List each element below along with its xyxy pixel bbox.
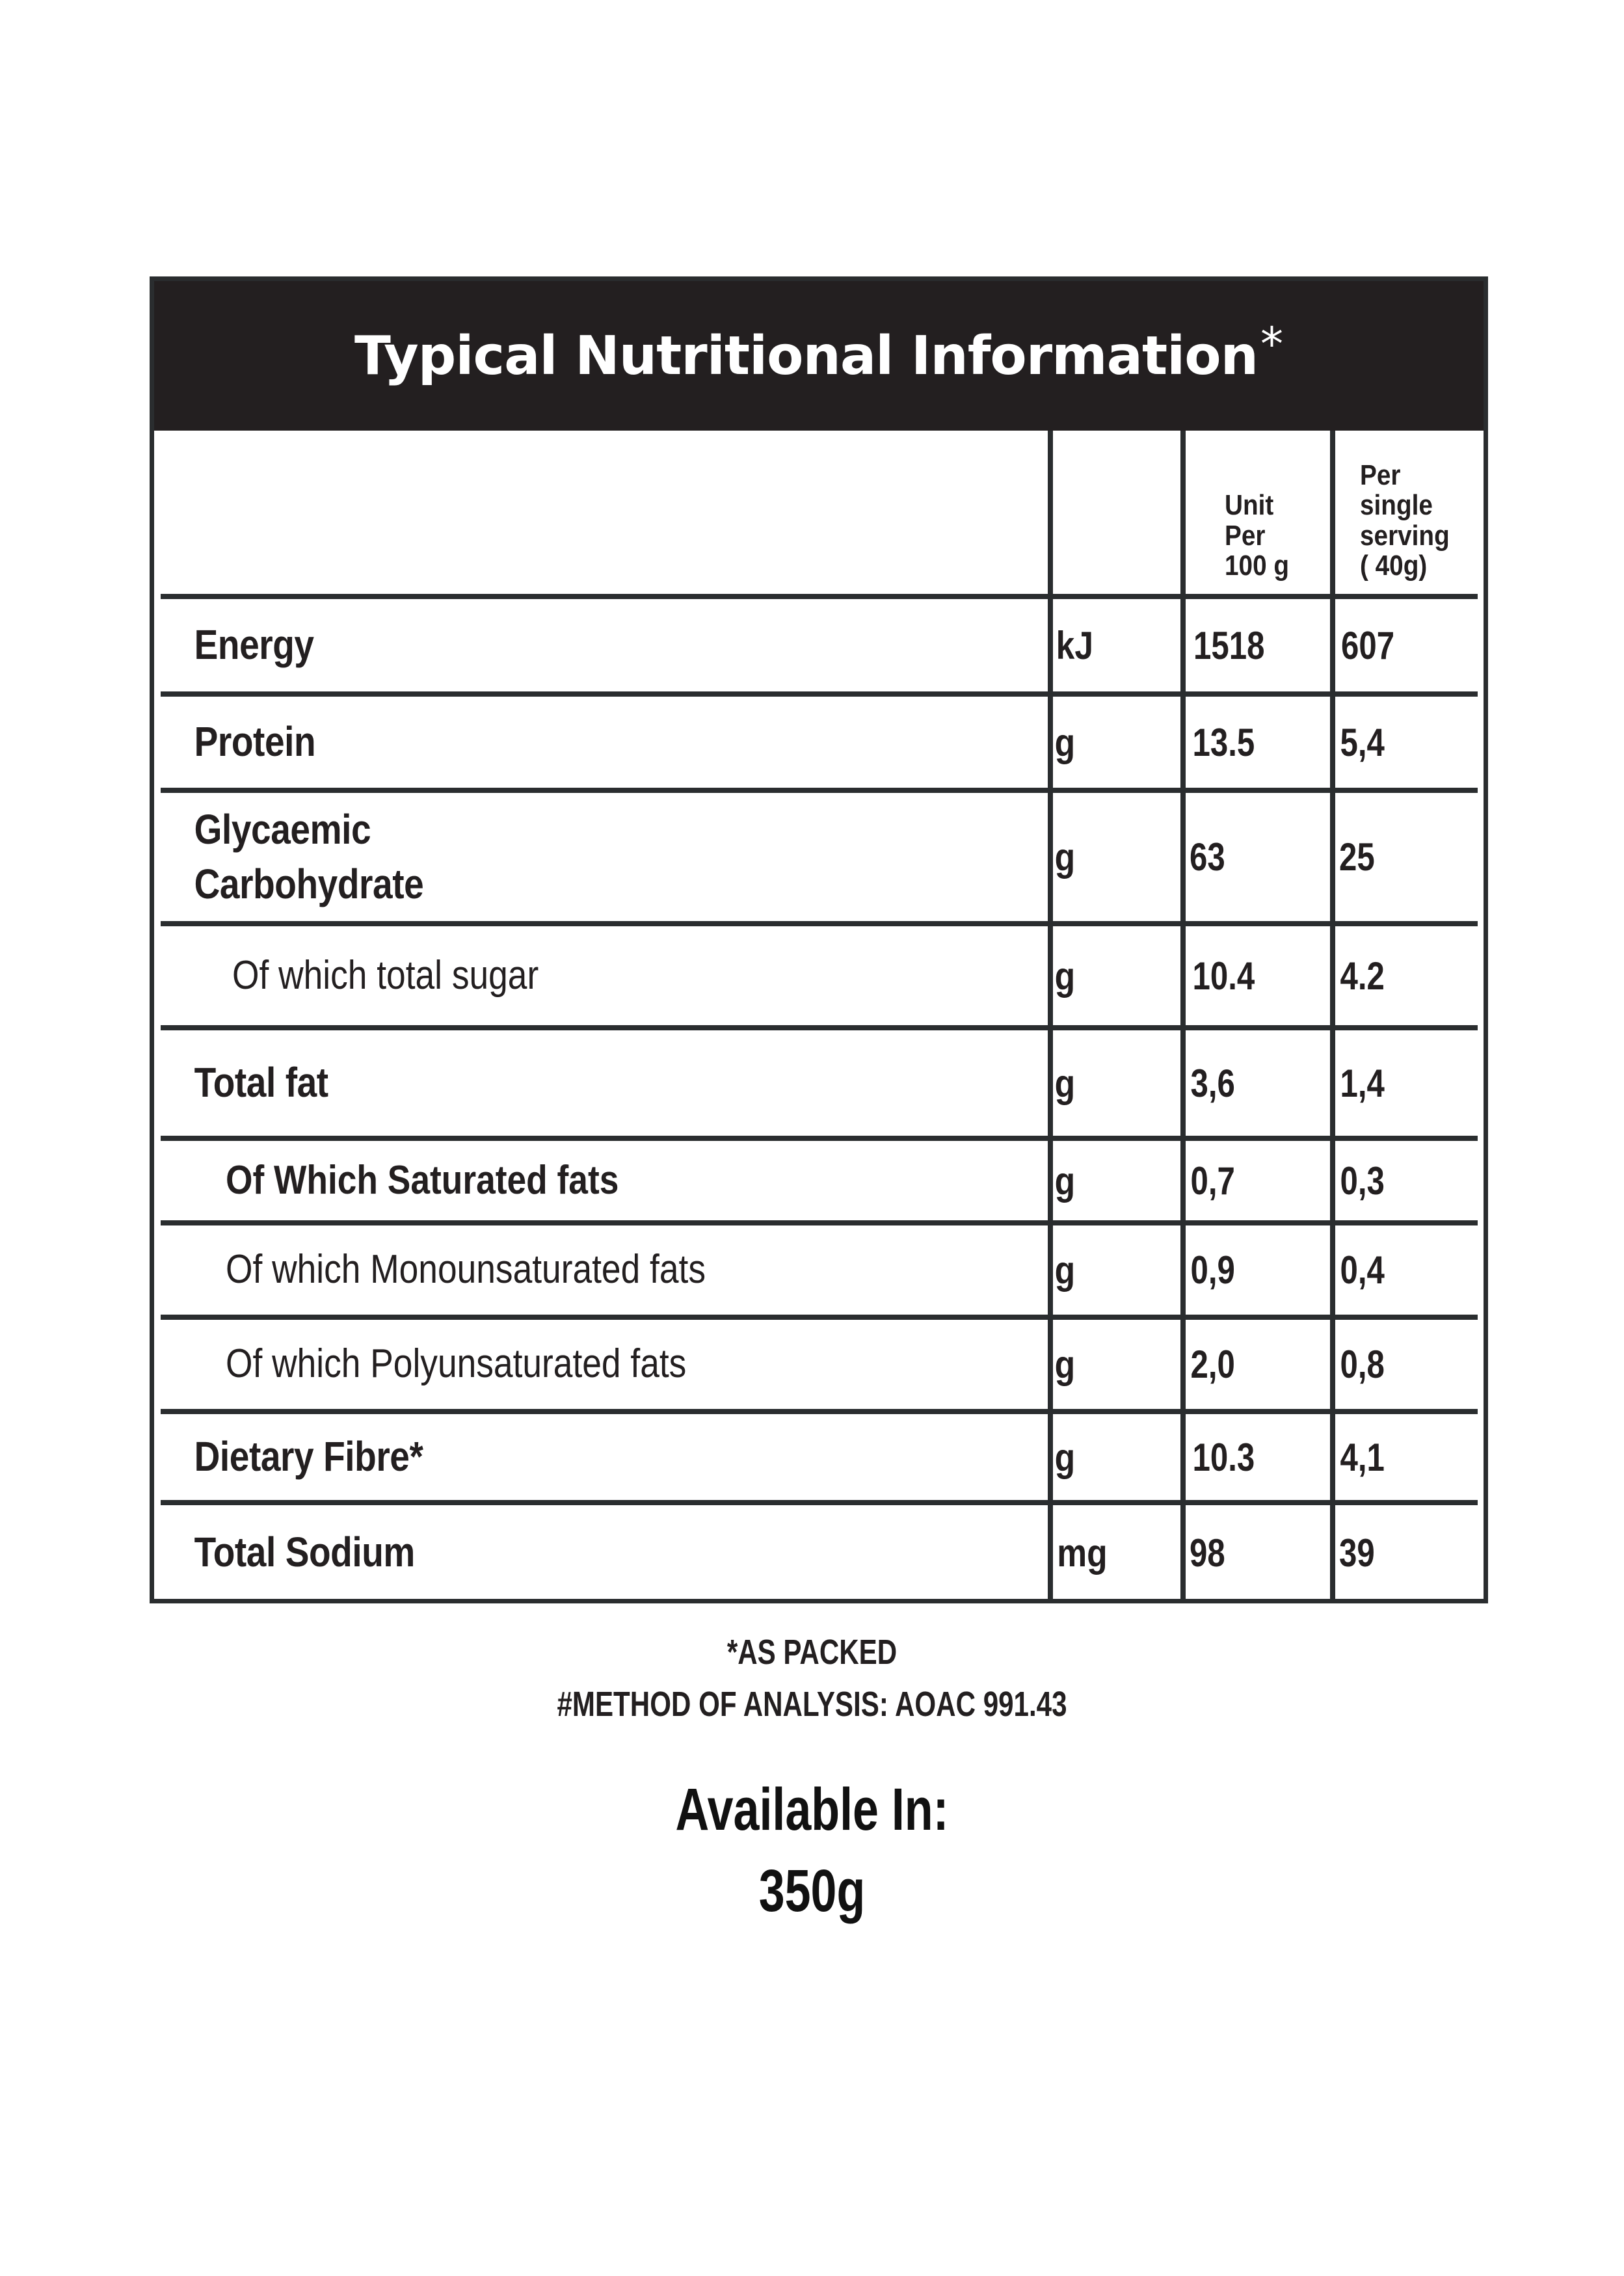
row-unit-cell bbox=[1050, 924, 1183, 1028]
row-per-serving-cell bbox=[1333, 1223, 1478, 1317]
row-unit-cell bbox=[1050, 1317, 1183, 1412]
row-per-serving: 39 bbox=[1339, 1531, 1375, 1575]
row-name-cell bbox=[161, 924, 1050, 1028]
table-row bbox=[161, 1028, 1478, 1138]
row-per-serving-cell bbox=[1333, 1503, 1478, 1600]
row-per-100: 2,0 bbox=[1190, 1343, 1235, 1386]
row-name: Dietary Fibre* bbox=[194, 1433, 423, 1480]
table-row bbox=[161, 1412, 1478, 1503]
header-per-100-line: Per bbox=[1225, 519, 1266, 552]
header-per-serving-line: single bbox=[1360, 489, 1433, 522]
row-name-cell bbox=[161, 1223, 1050, 1317]
row-unit: g bbox=[1054, 1435, 1076, 1479]
table-row bbox=[161, 1317, 1478, 1412]
nutrition-table bbox=[161, 431, 1478, 1600]
row-per-serving: 0,8 bbox=[1340, 1343, 1385, 1386]
row-name-cell bbox=[161, 1317, 1050, 1412]
row-name-cell bbox=[161, 1138, 1050, 1223]
row-name-cell bbox=[161, 596, 1050, 694]
row-per-100-cell bbox=[1183, 790, 1333, 924]
header-per-serving-line: serving bbox=[1360, 519, 1450, 552]
row-name: Protein bbox=[194, 718, 316, 766]
row-unit: g bbox=[1054, 1158, 1076, 1203]
row-unit-cell bbox=[1050, 1223, 1183, 1317]
row-per-100-cell bbox=[1183, 1412, 1333, 1503]
row-name-cell bbox=[161, 694, 1050, 790]
row-per-100: 10.4 bbox=[1192, 954, 1255, 998]
row-per-serving: 607 bbox=[1341, 623, 1395, 667]
row-unit-cell bbox=[1050, 596, 1183, 694]
header-per-100-line: 100 g bbox=[1225, 549, 1290, 582]
footnotes bbox=[0, 1626, 1624, 1730]
row-unit: g bbox=[1054, 954, 1076, 998]
row-per-100: 0,7 bbox=[1190, 1158, 1235, 1203]
row-name: Total Sodium bbox=[194, 1529, 415, 1576]
table-row bbox=[161, 924, 1478, 1028]
row-name: Energy bbox=[194, 621, 314, 669]
row-per-serving-cell bbox=[1333, 924, 1478, 1028]
header-per-serving-line: Per bbox=[1360, 459, 1401, 492]
row-unit: g bbox=[1054, 720, 1076, 764]
row-name-cell bbox=[161, 1412, 1050, 1503]
row-name-cell bbox=[161, 1503, 1050, 1600]
row-unit: mg bbox=[1057, 1531, 1108, 1575]
row-name: Of which Monounsaturated fats bbox=[226, 1247, 706, 1292]
row-per-serving: 4.2 bbox=[1340, 954, 1385, 998]
title-bar bbox=[154, 281, 1484, 431]
row-name bbox=[161, 803, 423, 911]
table-row bbox=[161, 1503, 1478, 1600]
row-name: Of which Polyunsaturated fats bbox=[226, 1341, 687, 1387]
row-per-100: 63 bbox=[1190, 835, 1225, 879]
row-per-serving-cell bbox=[1333, 694, 1478, 790]
row-per-serving: 0,3 bbox=[1340, 1158, 1385, 1203]
row-per-100-cell bbox=[1183, 1223, 1333, 1317]
row-unit: g bbox=[1054, 1061, 1076, 1105]
row-per-serving-cell bbox=[1333, 790, 1478, 924]
row-name: Of Which Saturated fats bbox=[226, 1157, 619, 1203]
row-per-100-cell bbox=[1183, 694, 1333, 790]
available-size: 350g bbox=[758, 1858, 866, 1924]
row-per-serving-cell bbox=[1333, 1028, 1478, 1138]
row-per-100-cell bbox=[1183, 1138, 1333, 1223]
row-per-serving: 0,4 bbox=[1340, 1248, 1385, 1292]
row-unit: g bbox=[1054, 1248, 1076, 1292]
row-unit-cell bbox=[1050, 694, 1183, 790]
row-per-100-cell bbox=[1183, 1503, 1333, 1600]
row-unit: g bbox=[1054, 835, 1076, 879]
row-unit-cell bbox=[1050, 1412, 1183, 1503]
row-unit-cell bbox=[1050, 1503, 1183, 1600]
nutrition-panel bbox=[150, 276, 1488, 1603]
table-header-row bbox=[161, 431, 1478, 596]
row-name: Of which total sugar bbox=[232, 952, 539, 998]
row-unit: g bbox=[1054, 1343, 1076, 1386]
row-name-line: Glycaemic bbox=[194, 806, 371, 853]
header-per-serving-line: ( 40g) bbox=[1360, 549, 1428, 582]
as-packed-note: *AS PACKED bbox=[726, 1633, 898, 1672]
header-per-serving bbox=[1333, 431, 1478, 596]
row-per-100: 98 bbox=[1190, 1531, 1225, 1575]
table-row bbox=[161, 596, 1478, 694]
table-row bbox=[161, 1138, 1478, 1223]
title-asterisk: * bbox=[1260, 317, 1283, 371]
row-per-100-cell bbox=[1183, 1028, 1333, 1138]
row-per-serving: 4,1 bbox=[1340, 1435, 1385, 1479]
available-label: Available In: bbox=[675, 1776, 949, 1843]
availability bbox=[0, 1769, 1624, 1932]
header-name-cell bbox=[161, 431, 1050, 596]
row-name-cell bbox=[161, 790, 1050, 924]
header-per-100 bbox=[1183, 431, 1333, 596]
row-unit-cell bbox=[1050, 1138, 1183, 1223]
row-per-serving: 5,4 bbox=[1340, 720, 1385, 764]
table-row bbox=[161, 694, 1478, 790]
row-per-100-cell bbox=[1183, 596, 1333, 694]
row-per-100-cell bbox=[1183, 1317, 1333, 1412]
row-unit-cell bbox=[1050, 1028, 1183, 1138]
row-unit-cell bbox=[1050, 790, 1183, 924]
row-per-serving-cell bbox=[1333, 1138, 1478, 1223]
panel-title: Typical Nutritional Information bbox=[354, 325, 1258, 387]
method-note: #METHOD OF ANALYSIS: AOAC 991.43 bbox=[557, 1685, 1067, 1724]
header-per-100-line: Unit bbox=[1225, 489, 1274, 522]
row-name-line: Carbohydrate bbox=[194, 860, 424, 907]
row-per-100: 1518 bbox=[1193, 623, 1265, 667]
row-per-serving-cell bbox=[1333, 1317, 1478, 1412]
row-name-cell bbox=[161, 1028, 1050, 1138]
row-per-100: 0,9 bbox=[1190, 1248, 1235, 1292]
row-per-100: 13.5 bbox=[1192, 720, 1255, 764]
row-per-serving-cell bbox=[1333, 596, 1478, 694]
row-per-100: 10.3 bbox=[1192, 1435, 1255, 1479]
row-unit: kJ bbox=[1056, 623, 1094, 667]
row-per-serving-cell bbox=[1333, 1412, 1478, 1503]
row-per-serving: 1,4 bbox=[1340, 1061, 1385, 1105]
header-unit-cell bbox=[1050, 431, 1183, 596]
row-per-serving: 25 bbox=[1339, 835, 1375, 879]
row-per-100-cell bbox=[1183, 924, 1333, 1028]
row-name: Total fat bbox=[194, 1059, 328, 1106]
table-row bbox=[161, 1223, 1478, 1317]
row-per-100: 3,6 bbox=[1190, 1061, 1235, 1105]
table-row bbox=[161, 790, 1478, 924]
